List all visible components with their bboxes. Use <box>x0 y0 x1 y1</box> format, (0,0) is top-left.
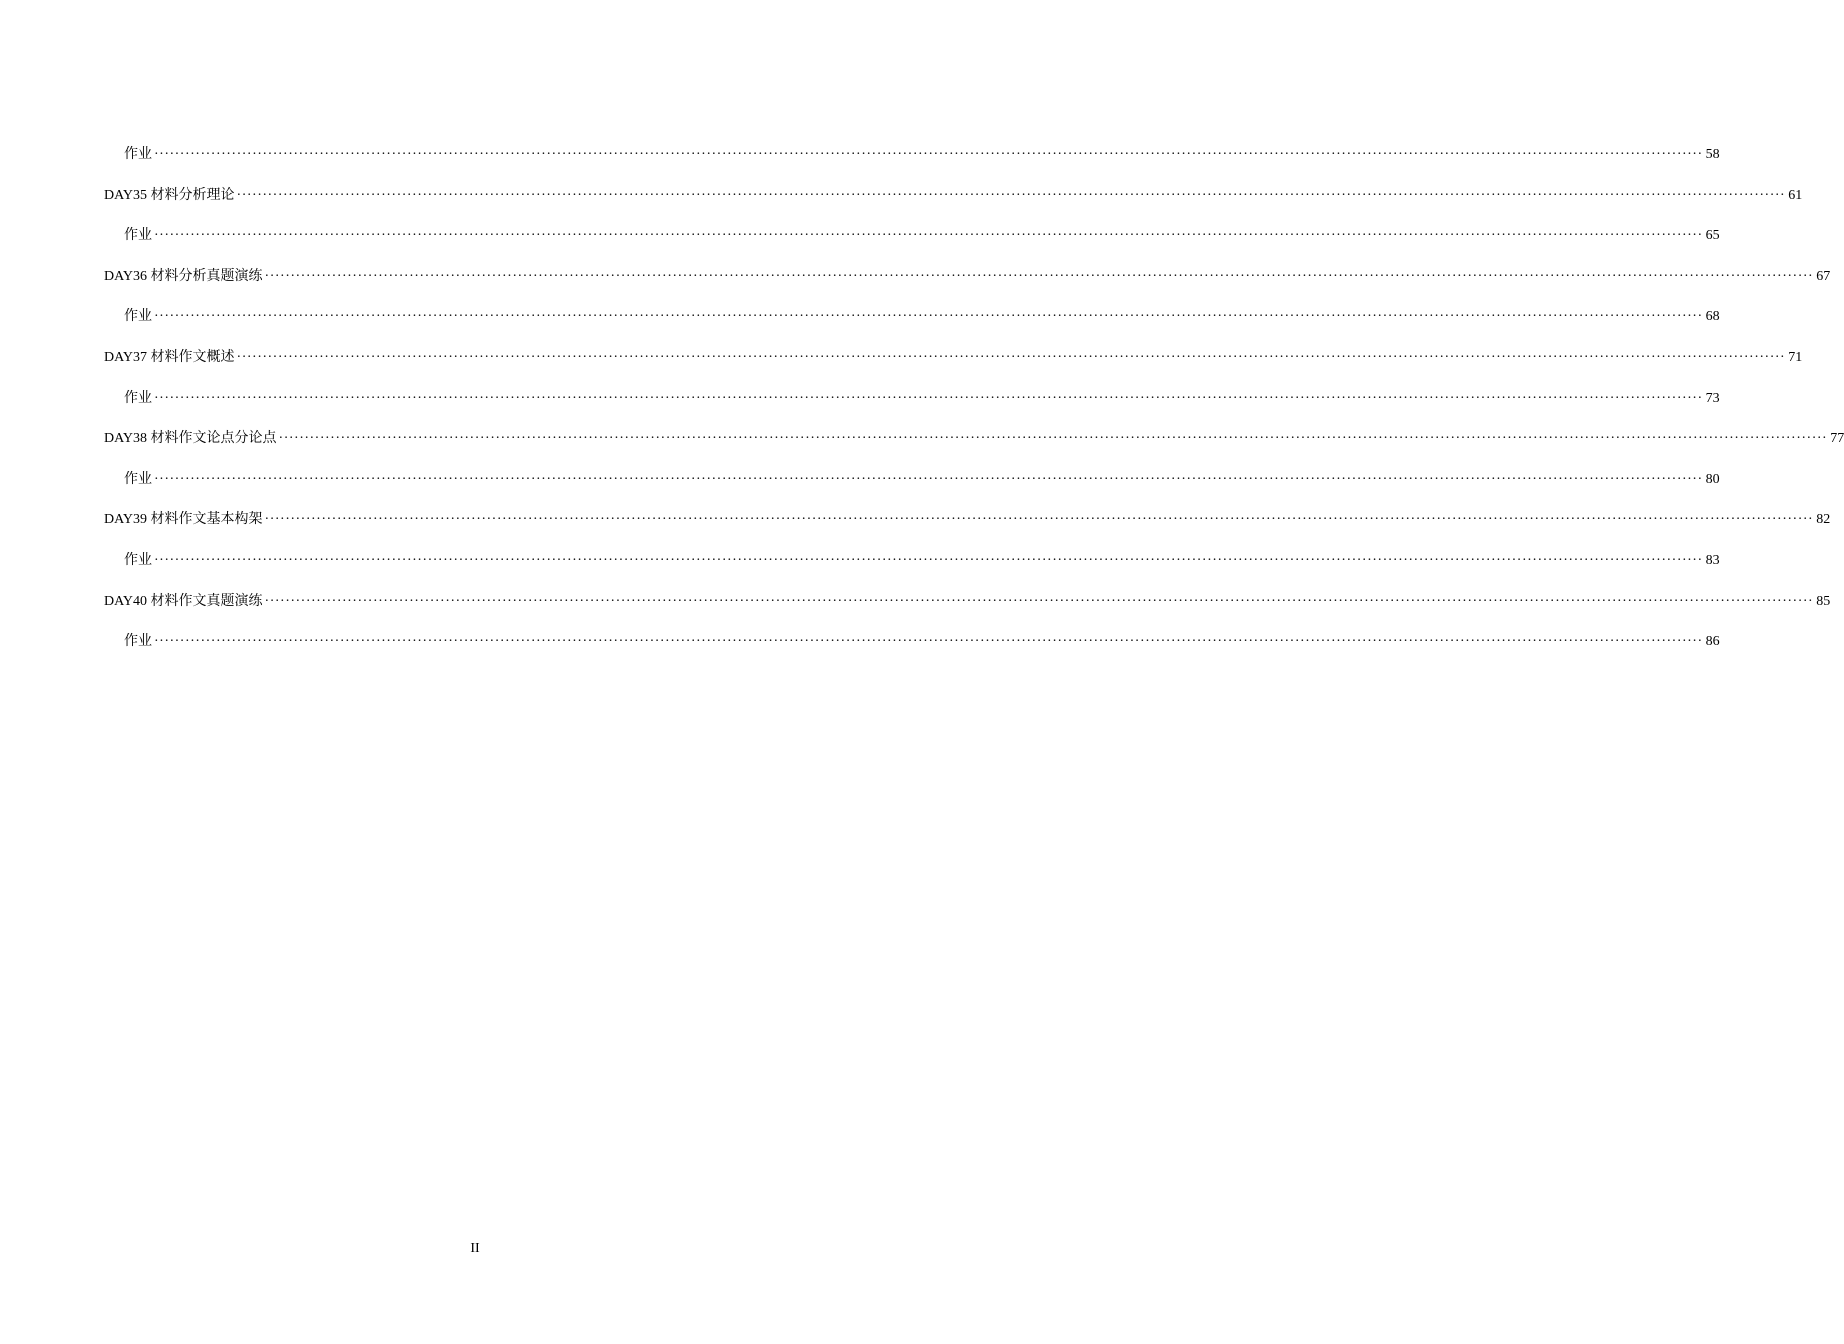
toc-entry[interactable] <box>104 551 1720 592</box>
toc-entry[interactable] <box>104 470 1720 511</box>
toc-entry-page: 65 <box>1705 228 1720 244</box>
toc-entry[interactable] <box>104 389 1720 430</box>
toc-dot-leader: ············································································································································································································································································································ <box>154 471 1703 487</box>
toc-dot-leader: ············································································································································································································································································································ <box>154 634 1703 650</box>
toc-entry[interactable] <box>104 226 1720 267</box>
toc-entry-title: DAY40 材料作文真题演练 <box>104 593 263 609</box>
toc-dot-leader: ············································································································································································································································································································ <box>154 228 1703 244</box>
toc-entry[interactable] <box>104 186 1803 227</box>
toc-entry-page: 85 <box>1816 593 1831 609</box>
toc-dot-leader: ············································································································································································································································································································ <box>264 512 1814 528</box>
toc-dot-leader: ············································································································································································································································································································ <box>236 187 1786 203</box>
toc-dot-leader: ············································································································································································································································································································ <box>264 593 1814 609</box>
toc-dot-leader: ············································································································································································································································································································ <box>154 390 1703 406</box>
toc-entry-title: 作业 <box>124 552 152 568</box>
page-number: II <box>470 1241 480 1256</box>
toc-entry-title: 作业 <box>124 228 152 244</box>
toc-entry-page: 83 <box>1705 552 1720 568</box>
toc-entry-title: 作业 <box>124 471 152 487</box>
toc-entry-page: 86 <box>1705 634 1720 650</box>
toc-entry-page: 71 <box>1788 349 1803 365</box>
toc-entry-title: 作业 <box>124 390 152 406</box>
toc-entry-title: DAY36 材料分析真题演练 <box>104 268 263 284</box>
toc-entry-title: 作业 <box>124 147 152 162</box>
table-of-contents <box>104 145 1844 673</box>
toc-entry-page: 61 <box>1788 187 1803 203</box>
toc-dot-leader: ············································································································································································································································································································ <box>264 268 1814 284</box>
toc-entry-page: 77 <box>1830 431 1844 447</box>
toc-dot-leader: ············································································································································································································································································································ <box>154 309 1703 325</box>
toc-entry[interactable] <box>104 145 1720 186</box>
toc-entry-title: DAY35 材料分析理论 <box>104 187 235 203</box>
toc-entry-title: 作业 <box>124 634 152 650</box>
toc-entry[interactable] <box>104 267 1831 308</box>
toc-entry-title: DAY38 材料作文论点分论点 <box>104 431 277 447</box>
toc-entry-title: 作业 <box>124 309 152 325</box>
toc-entry-title: DAY39 材料作文基本构架 <box>104 512 263 528</box>
toc-dot-leader: ············································································································································································································································································································ <box>236 349 1786 365</box>
toc-entry-page: 58 <box>1705 147 1720 162</box>
toc-entry[interactable] <box>104 632 1720 673</box>
toc-entry-page: 82 <box>1816 512 1831 528</box>
toc-entry-page: 73 <box>1705 390 1720 406</box>
toc-entry-page: 67 <box>1816 268 1831 284</box>
toc-entry[interactable] <box>104 307 1720 348</box>
toc-dot-leader: ············································································································································································································································································································ <box>154 552 1703 568</box>
toc-dot-leader: ············································································································································································································································································································ <box>154 147 1703 162</box>
toc-entry[interactable] <box>104 348 1803 389</box>
toc-dot-leader: ············································································································································································································································································································ <box>278 431 1828 447</box>
toc-entry[interactable] <box>104 429 1844 470</box>
toc-entry[interactable] <box>104 510 1831 551</box>
toc-entry-page: 68 <box>1705 309 1720 325</box>
toc-entry-title: DAY37 材料作文概述 <box>104 349 235 365</box>
toc-entry-page: 80 <box>1705 471 1720 487</box>
toc-entry[interactable] <box>104 592 1831 633</box>
